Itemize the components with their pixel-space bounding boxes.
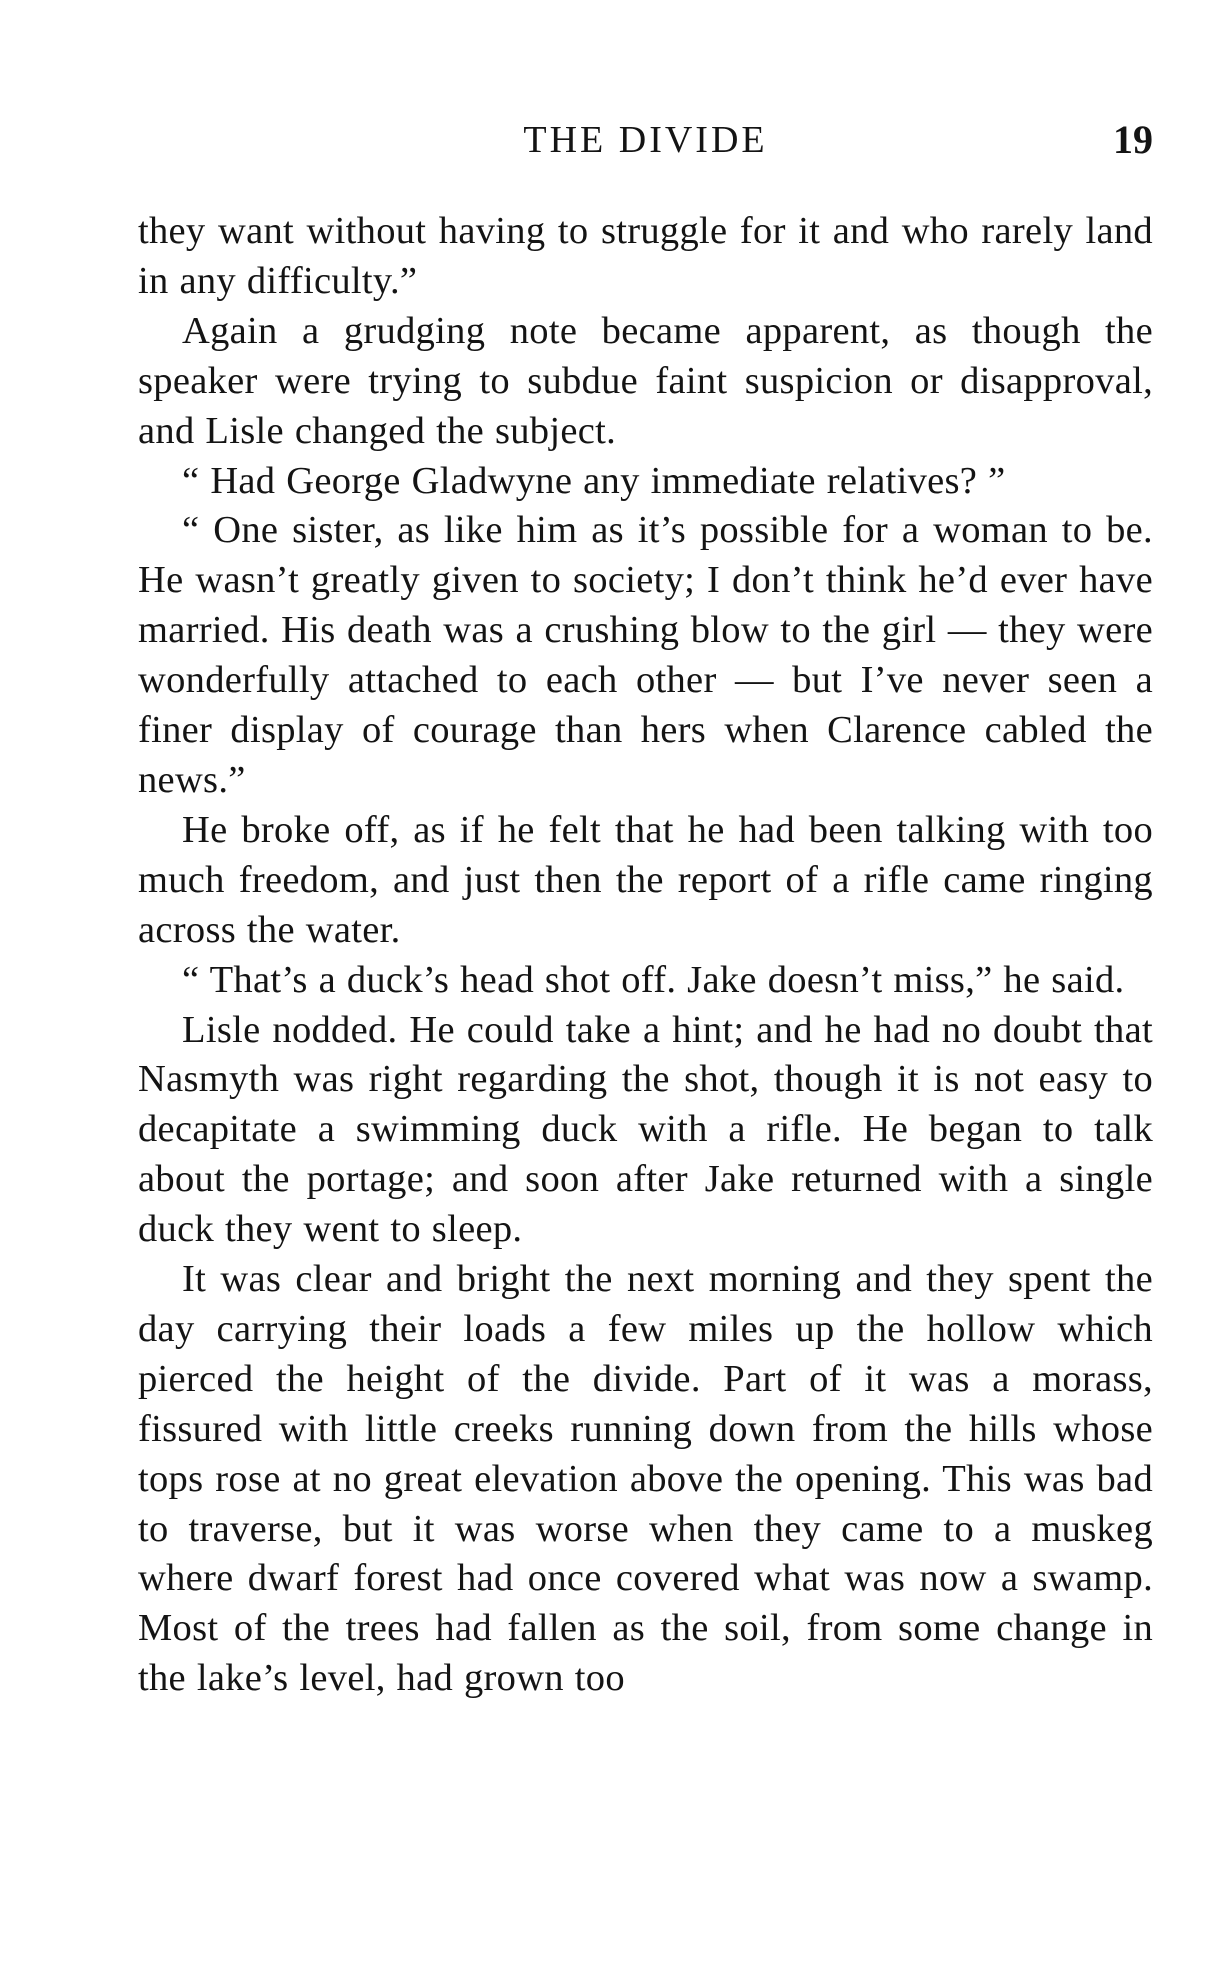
paragraph: Again a grudging note became apparent, as though the speaker were trying to subdue faint suspicion or disapproval, and Lisle changed the subject. [138,309,1153,452]
paragraph: Lisle nodded. He could take a hint; and he had no doubt that Nasmyth was right regarding the shot, though it is not easy to decapitate a swimming duck with a rifle. He began to talk about the portage; and soon after Jake returned with a single duck they went to sleep. [138,1008,1153,1251]
paragraph-dialogue: “ One sister, as like him as it’s possible for a woman to be. He wasn’t greatly given to society; I don’t think he’d ever have married. His death was a crushing blow to the girl — they were wonderfully attached to each other — but I’ve never seen a finer display of courage than hers when Clarence cabled the news.” [138,509,1153,801]
paragraph-continued: they want without having to struggle for it and who rarely land in any difficulty.” [138,210,1153,302]
page-number: 19 [1113,117,1153,162]
body-text [138,207,1153,1704]
paragraph: It was clear and bright the next morning and they spent the day carrying their loads a few miles up the hollow which pierced the height of the divide. Part of it was a morass, fissured with little creeks running down from the hills whose tops rose at no great elevation above the opening. This was bad to traverse, but it was worse when they came to a muskeg where dwarf forest had once covered what was now a swamp. Most of the trees had fallen as the soil, from some change in the lake’s level, had grown too [138,1258,1153,1700]
running-title: THE DIVIDE [523,119,768,161]
paragraph-dialogue: “ That’s a duck’s head shot off. Jake doesn’t miss,” he said. [182,958,1125,1001]
paragraph: He broke off, as if he felt that he had been talking with too much freedom, and just then the report of a rifle came ringing across the water. [138,808,1153,951]
running-head [138,112,1153,168]
paragraph-dialogue: “ Had George Gladwyne any immediate relatives? ” [182,459,1006,502]
